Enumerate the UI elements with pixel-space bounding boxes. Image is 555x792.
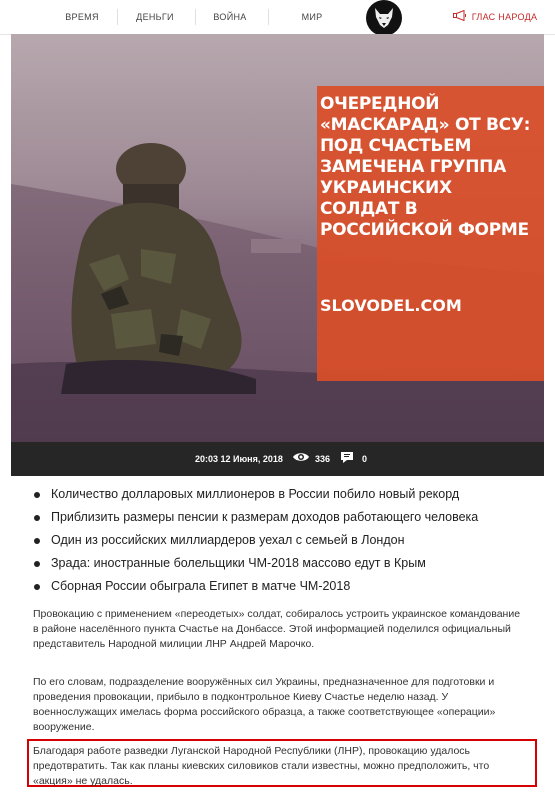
bullet-icon [34,561,40,567]
hero-headline: ОЧЕРЕДНОЙ «МАСКАРАД» ОТ ВСУ: ПОД СЧАСТЬЕМ ЗАМЕЧЕНА ГРУППА УКРАИНСКИХ СОЛДАТ В РОССИЙСКОЙ ФОРМЕ [320,94,531,240]
article-paragraph: Провокацию с применением «переодетых» солдат, собиралось устроить украинское командование в районе населённого пункта Счастье на Донбассе. Этой информацией поделился официальный представитель Народной милиции ЛНР Андрей Марочко. [33,608,521,650]
bullet-icon [34,515,40,521]
bullet-icon [34,492,40,498]
bullet-icon [34,538,40,544]
link-text: Приблизить размеры пенсии к размерам доходов работающего человека [51,510,479,524]
article-paragraph: По его словам, подразделение вооружённых сил Украины, предназначенное для подготовки и проведения провокации, прибыло в подконтрольное Киеву Счастье неделю назад. У военнослужащих имелась форма российского образца, а также соответствующее «операции» вооружение. [33,676,496,733]
nav-item-dengi[interactable]: ДЕНЬГИ [136,12,174,22]
glas-naroda-label: ГЛАС НАРОДА [471,12,538,22]
list-item[interactable] [34,555,534,578]
nav-item-mir[interactable]: МИР [301,12,323,22]
list-item[interactable] [34,509,534,532]
nav-item-vremya[interactable]: ВРЕМЯ [65,12,99,22]
wolf-logo-icon[interactable] [366,0,402,36]
megaphone-icon [453,1,467,35]
related-links [34,486,534,601]
top-nav [0,0,555,35]
glas-naroda-link[interactable] [440,0,550,34]
bullet-icon [34,584,40,590]
link-text: Один из российских миллиардеров уехал с семьей в Лондон [51,533,405,547]
nav-item-voyna[interactable]: ВОЙНА [213,12,247,22]
comments-count: 0 [362,454,368,464]
nav-divider [117,9,118,25]
link-text: Количество долларовых миллионеров в России побило новый рекорд [51,487,460,501]
hero-site-watermark: SLOVODEL.COM [320,296,462,315]
list-item[interactable] [34,578,534,601]
nav-divider [195,9,196,25]
nav-divider [268,9,269,25]
article-meta-bar [11,442,544,476]
hero-image[interactable] [11,34,544,476]
list-item[interactable] [34,486,534,509]
article-paragraph-highlighted: Благодаря работе разведки Луганской Народной Республики (ЛНР), провокацию удалось предотвратить. Так как планы киевских силовиков стали известны, можно предположить, что «акция» не удалась. [33,745,490,787]
list-item[interactable] [34,532,534,555]
article-date: 20:03 12 Июня, 2018 [195,454,283,464]
link-text: Сборная России обыграла Египет в матче ЧМ-2018 [51,579,351,593]
views-count: 336 [315,454,331,464]
link-text: Зрада: иностранные болельщики ЧМ-2018 массово едут в Крым [51,556,426,570]
